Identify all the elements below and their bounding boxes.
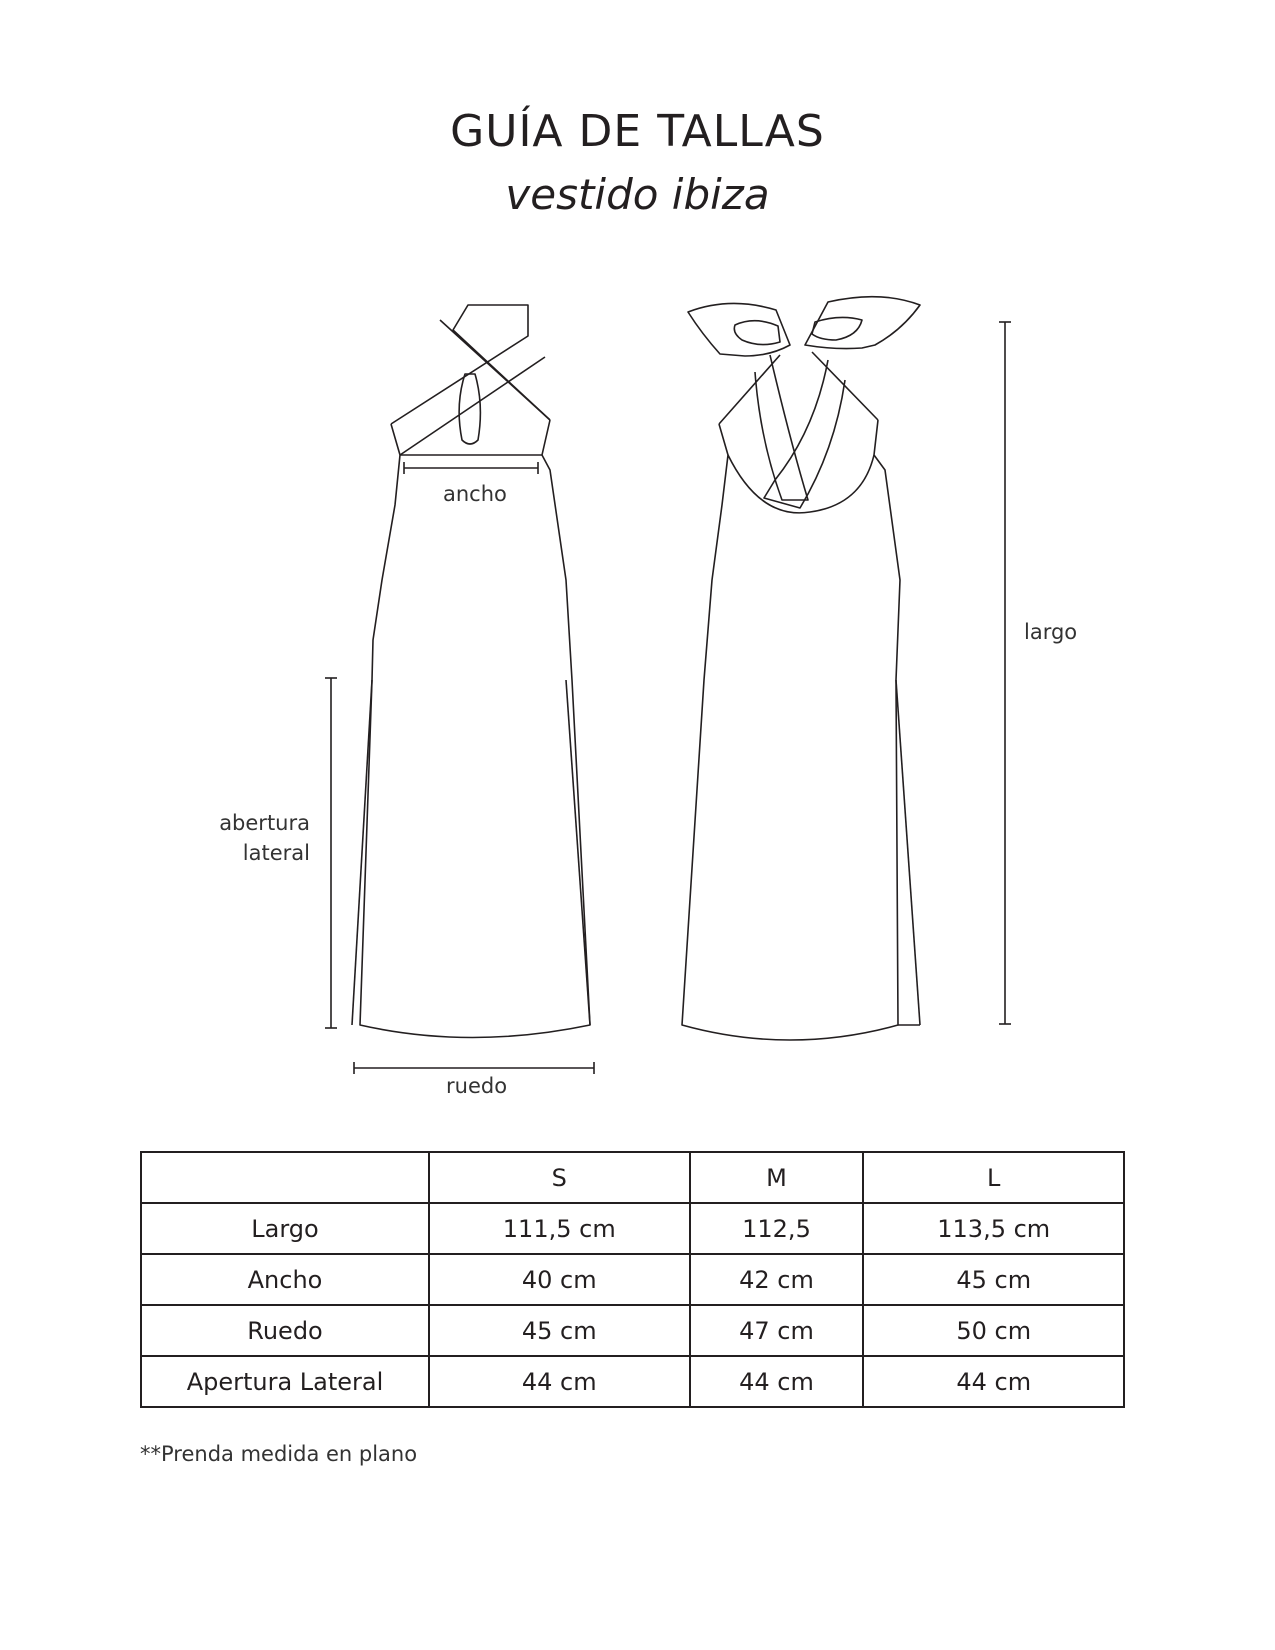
table-header-cell: M xyxy=(690,1152,864,1203)
table-header-cell: L xyxy=(863,1152,1124,1203)
abertura-measure-line xyxy=(325,678,337,1028)
table-header-cell: S xyxy=(429,1152,690,1203)
size-chart-table xyxy=(140,1151,1125,1408)
table-cell: 112,5 xyxy=(690,1203,864,1254)
table-cell: 45 cm xyxy=(429,1305,690,1356)
table-row xyxy=(141,1254,1124,1305)
ancho-label: ancho xyxy=(443,482,507,506)
table-cell: 44 cm xyxy=(690,1356,864,1407)
row-label: Ruedo xyxy=(141,1305,429,1356)
footnote: **Prenda medida en plano xyxy=(140,1442,418,1466)
table-cell: 44 cm xyxy=(863,1356,1124,1407)
bow-loop-right xyxy=(805,297,920,349)
ruedo-measure-line xyxy=(354,1062,594,1074)
dress-back-drawing xyxy=(682,297,1011,1040)
table-header-cell xyxy=(141,1152,429,1203)
largo-label: largo xyxy=(1024,620,1078,644)
table-cell: 111,5 cm xyxy=(429,1203,690,1254)
table-header-row xyxy=(141,1152,1124,1203)
bow-loop-left xyxy=(688,303,790,356)
row-label: Largo xyxy=(141,1203,429,1254)
table-cell: 45 cm xyxy=(863,1254,1124,1305)
table-row xyxy=(141,1356,1124,1407)
table-cell: 40 cm xyxy=(429,1254,690,1305)
table-row xyxy=(141,1203,1124,1254)
abertura-lateral-label: abertura lateral xyxy=(219,811,310,865)
dress-front-outline xyxy=(360,420,590,1038)
row-label: Apertura Lateral xyxy=(141,1356,429,1407)
dress-front-drawing xyxy=(325,305,594,1074)
table-row xyxy=(141,1305,1124,1356)
ancho-measure-line xyxy=(404,462,538,474)
table-cell: 42 cm xyxy=(690,1254,864,1305)
table-cell: 113,5 cm xyxy=(863,1203,1124,1254)
page-title: GUÍA DE TALLAS xyxy=(450,106,825,157)
table-cell: 44 cm xyxy=(429,1356,690,1407)
page-subtitle: vestido ibiza xyxy=(505,170,770,219)
largo-measure-line xyxy=(999,322,1011,1024)
keyhole xyxy=(459,374,480,444)
row-label: Ancho xyxy=(141,1254,429,1305)
table-cell: 50 cm xyxy=(863,1305,1124,1356)
table-cell: 47 cm xyxy=(690,1305,864,1356)
ruedo-label: ruedo xyxy=(446,1074,508,1098)
